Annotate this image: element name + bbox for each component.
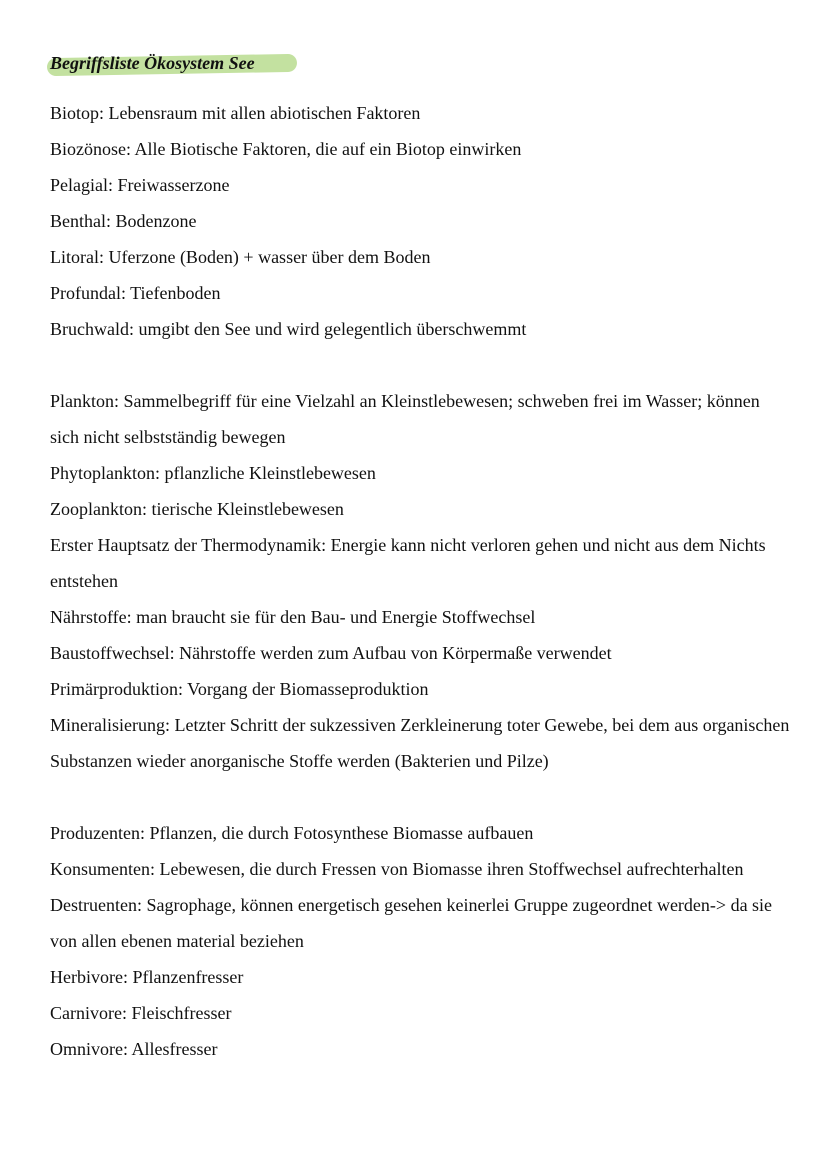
term-entry: Produzenten: Pflanzen, die durch Fotosynthese Biomasse aufbauen — [50, 823, 534, 843]
term-entry: Konsumenten: Lebewesen, die durch Fressen von Biomasse ihren Stoffwechsel aufrechterhalten — [50, 859, 744, 879]
term-entry: Phytoplankton: pflanzliche Kleinstlebewesen — [50, 463, 376, 483]
term-entry: Benthal: Bodenzone — [50, 211, 197, 231]
term-entry: Biozönose: Alle Biotische Faktoren, die auf ein Biotop einwirken — [50, 139, 522, 159]
term-entry: Mineralisierung: Letzter Schritt der sukzessiven Zerkleinerung toter Gewebe, bei dem aus organischen Substanzen wieder anorganische Stoffe werden (Bakterien und Pilze) — [50, 715, 790, 771]
term-entry: Profundal: Tiefenboden — [50, 283, 221, 303]
section-gap — [50, 779, 790, 815]
section-gap — [50, 347, 790, 383]
term-entry: Biotop: Lebensraum mit allen abiotischen Faktoren — [50, 103, 421, 123]
term-entry: Pelagial: Freiwasserzone — [50, 175, 230, 195]
term-entry: Primärproduktion: Vorgang der Biomasseproduktion — [50, 679, 429, 699]
title-block — [50, 50, 255, 76]
term-entry: Litoral: Uferzone (Boden) + wasser über dem Boden — [50, 247, 431, 267]
term-entry: Baustoffwechsel: Nährstoffe werden zum Aufbau von Körpermaße verwendet — [50, 643, 612, 663]
term-entry: Plankton: Sammelbegriff für eine Vielzahl an Kleinstlebewesen; schweben frei im Wasser; können sich nicht selbstständig bewegen — [50, 391, 760, 447]
term-entry: Erster Hauptsatz der Thermodynamik: Energie kann nicht verloren gehen und nicht aus dem Nichts entstehen — [50, 535, 766, 591]
term-entry: Zooplankton: tierische Kleinstlebewesen — [50, 499, 344, 519]
term-list — [50, 95, 790, 1067]
term-entry: Destruenten: Sagrophage, können energetisch gesehen keinerlei Gruppe zugeordnet werden-> da sie von allen ebenen material beziehen — [50, 895, 773, 951]
term-entry: Herbivore: Pflanzenfresser — [50, 967, 244, 987]
document-title: Begriffsliste Ökosystem See — [50, 53, 255, 73]
term-entry: Omnivore: Allesfresser — [50, 1039, 218, 1059]
term-entry: Nährstoffe: man braucht sie für den Bau- und Energie Stoffwechsel — [50, 607, 536, 627]
term-entry: Carnivore: Fleischfresser — [50, 1003, 232, 1023]
term-entry: Bruchwald: umgibt den See und wird gelegentlich überschwemmt — [50, 319, 527, 339]
